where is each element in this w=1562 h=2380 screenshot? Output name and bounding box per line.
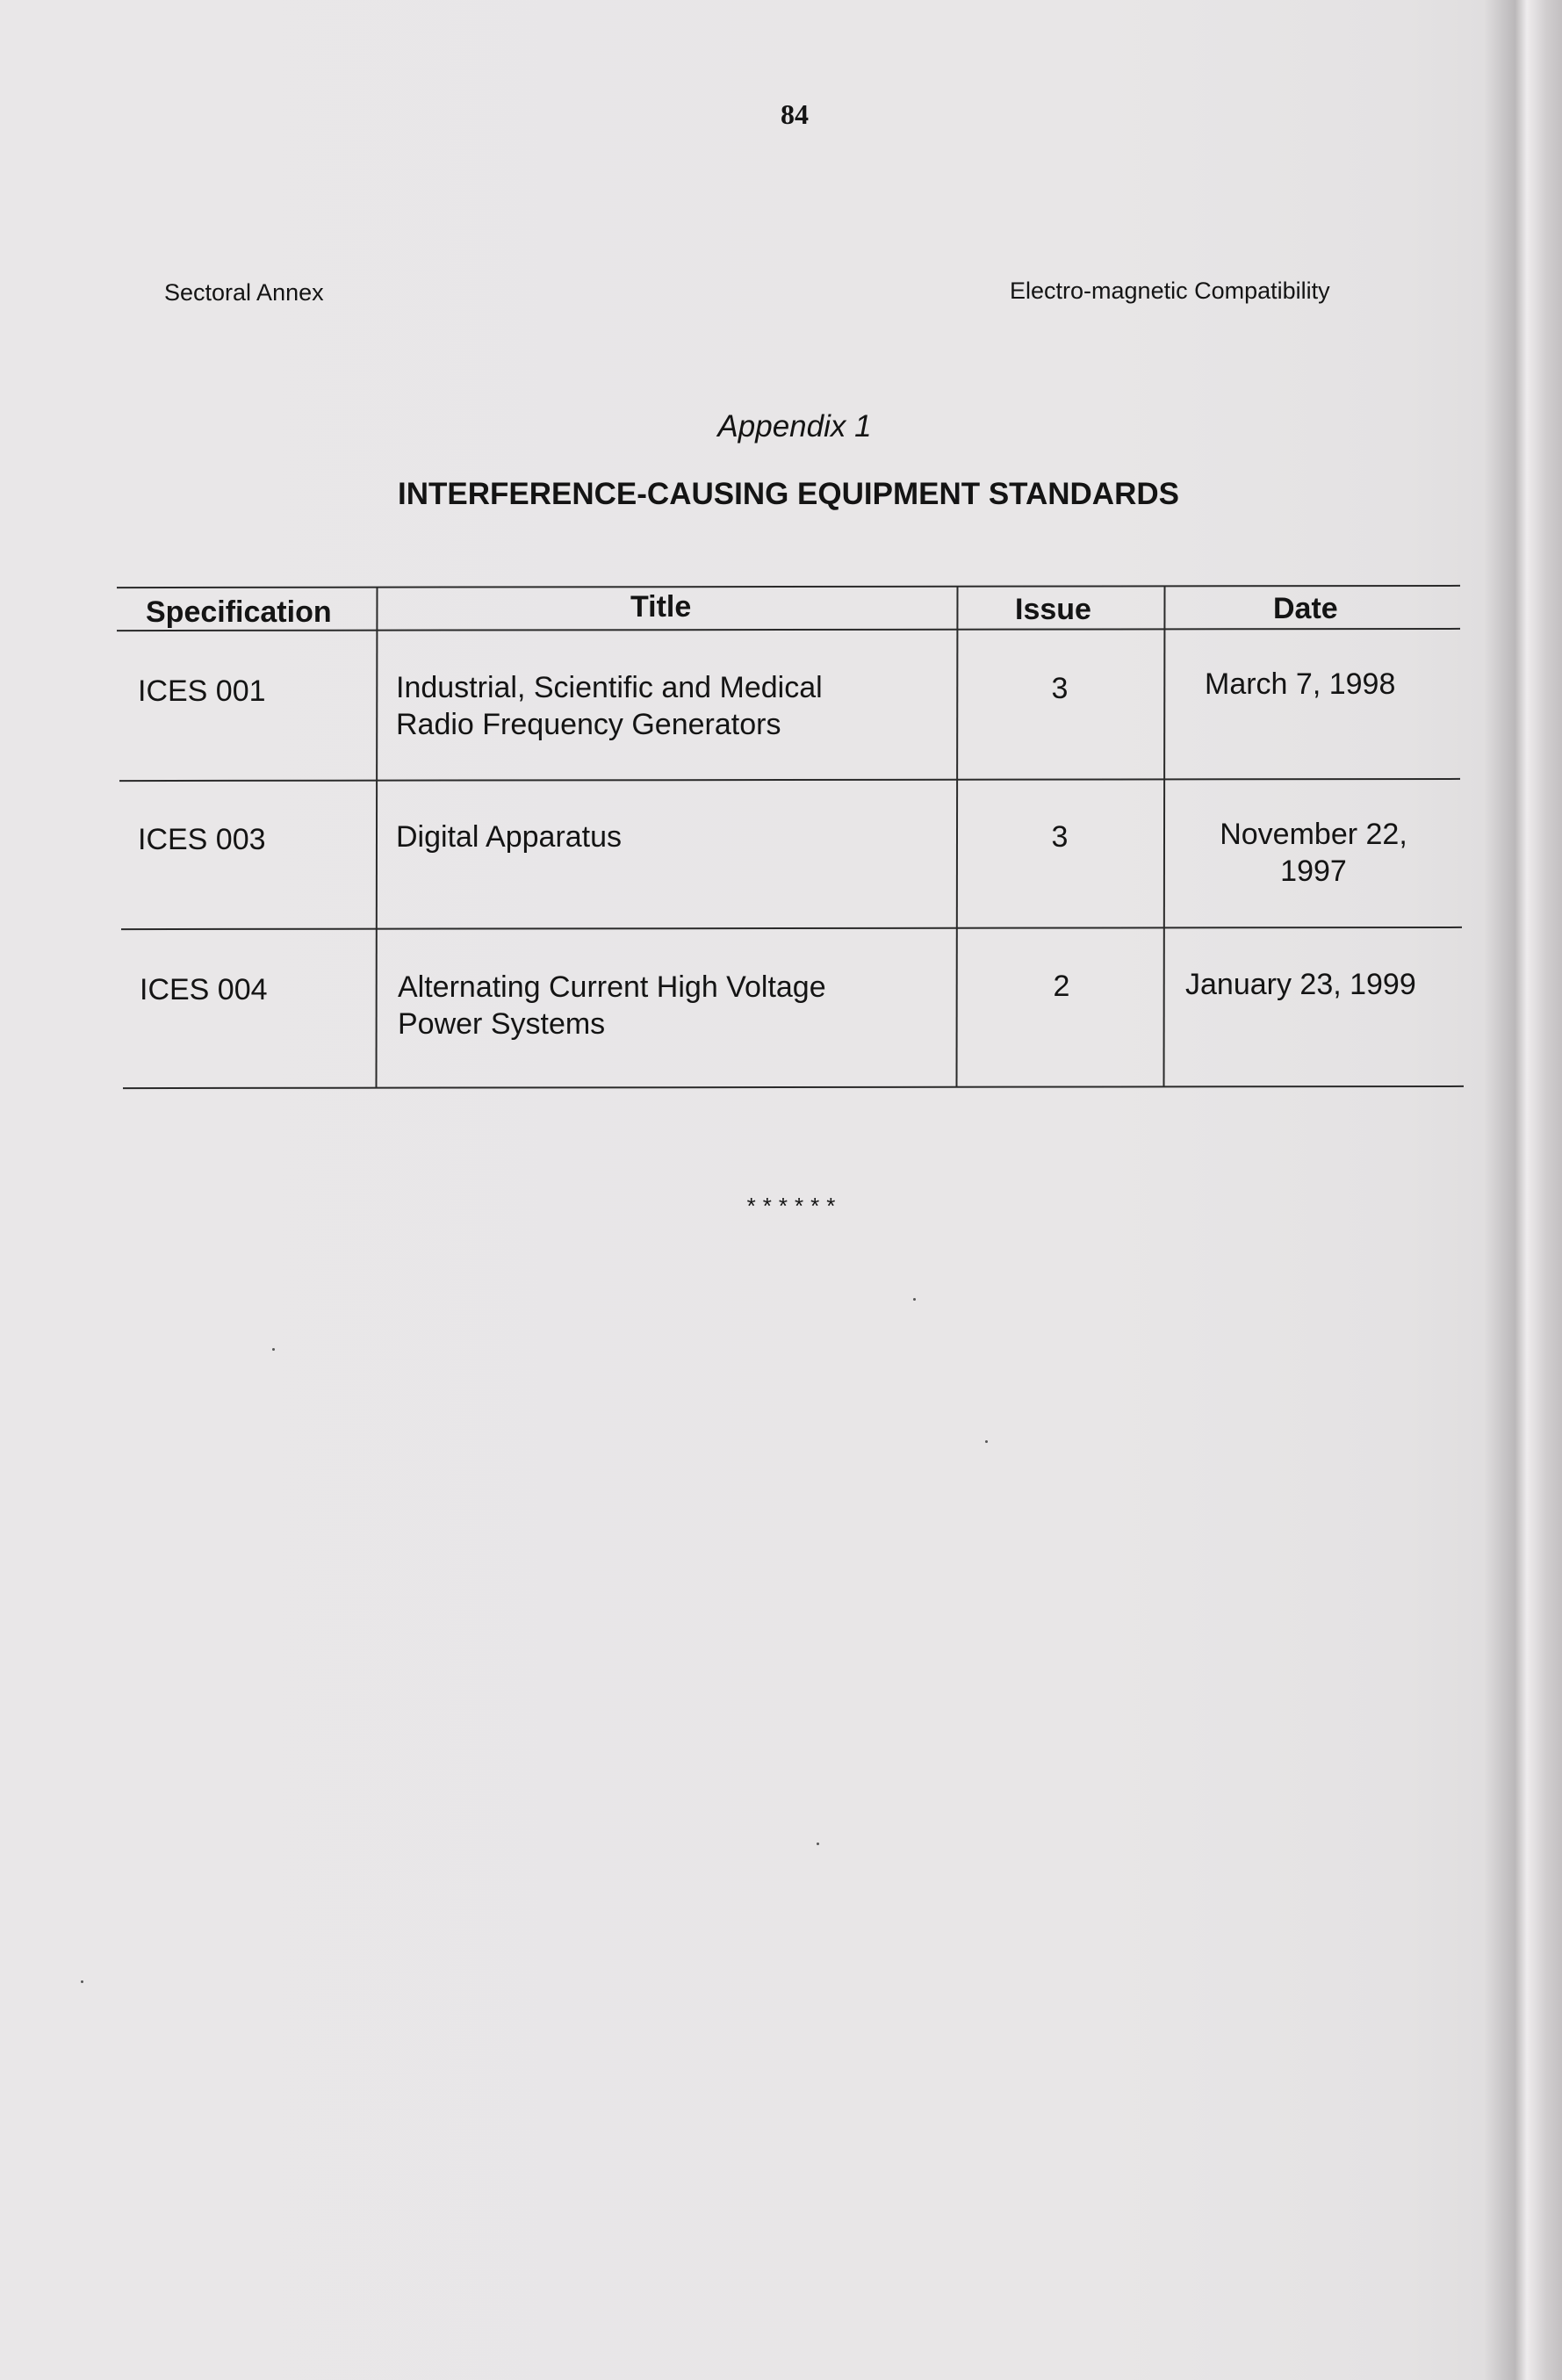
- cell-date-line: March 7, 1998: [1205, 667, 1396, 701]
- cell-issue: 3: [1051, 672, 1069, 705]
- table-bottom-rule: [123, 1085, 1464, 1089]
- cell-title-line: Radio Frequency Generators: [396, 708, 781, 741]
- column-header-date: Date: [1273, 592, 1338, 625]
- table-row-rule: [119, 778, 1460, 782]
- cell-date-line: 1997: [1280, 855, 1347, 888]
- table-column-rule: [376, 587, 378, 1087]
- running-header-right: Electro-magnetic Compatibility: [1010, 278, 1330, 304]
- cell-specification: ICES 004: [140, 973, 268, 1006]
- cell-title: [396, 669, 823, 743]
- cell-title-line: Industrial, Scientific and Medical: [396, 671, 823, 704]
- table-row-rule: [121, 927, 1462, 930]
- cell-title-line: Digital Apparatus: [396, 820, 623, 854]
- scan-speck: [81, 1980, 83, 1983]
- cell-date: [1185, 966, 1416, 1003]
- cell-title-line: Power Systems: [398, 1007, 606, 1041]
- running-header-left: Sectoral Annex: [164, 279, 324, 306]
- table-top-rule: [117, 585, 1460, 588]
- scan-speck: [985, 1440, 988, 1443]
- cell-date: [1205, 666, 1395, 703]
- column-header-specification: Specification: [146, 595, 332, 629]
- page-number: 84: [781, 98, 809, 130]
- scan-speck: [817, 1843, 819, 1845]
- page-title: INTERFERENCE-CAUSING EQUIPMENT STANDARDS: [398, 477, 1179, 511]
- scan-speck: [272, 1348, 275, 1351]
- cell-issue: 3: [1051, 820, 1069, 854]
- cell-specification: ICES 001: [138, 674, 266, 708]
- cell-issue: 2: [1053, 970, 1070, 1003]
- appendix-label: Appendix 1: [717, 409, 872, 444]
- cell-specification: ICES 003: [138, 823, 266, 856]
- column-header-title: Title: [630, 590, 692, 624]
- cell-date-line: January 23, 1999: [1185, 968, 1416, 1001]
- end-of-section-marker: ******: [746, 1193, 843, 1219]
- cell-date: [1177, 816, 1450, 890]
- cell-date-line: November 22,: [1220, 818, 1407, 851]
- page-binding-shadow: [1484, 0, 1562, 2380]
- scan-speck: [913, 1298, 916, 1301]
- cell-title-line: Alternating Current High Voltage: [398, 970, 826, 1004]
- cell-title: [398, 969, 826, 1042]
- column-header-issue: Issue: [1015, 593, 1091, 626]
- cell-title: [396, 819, 622, 855]
